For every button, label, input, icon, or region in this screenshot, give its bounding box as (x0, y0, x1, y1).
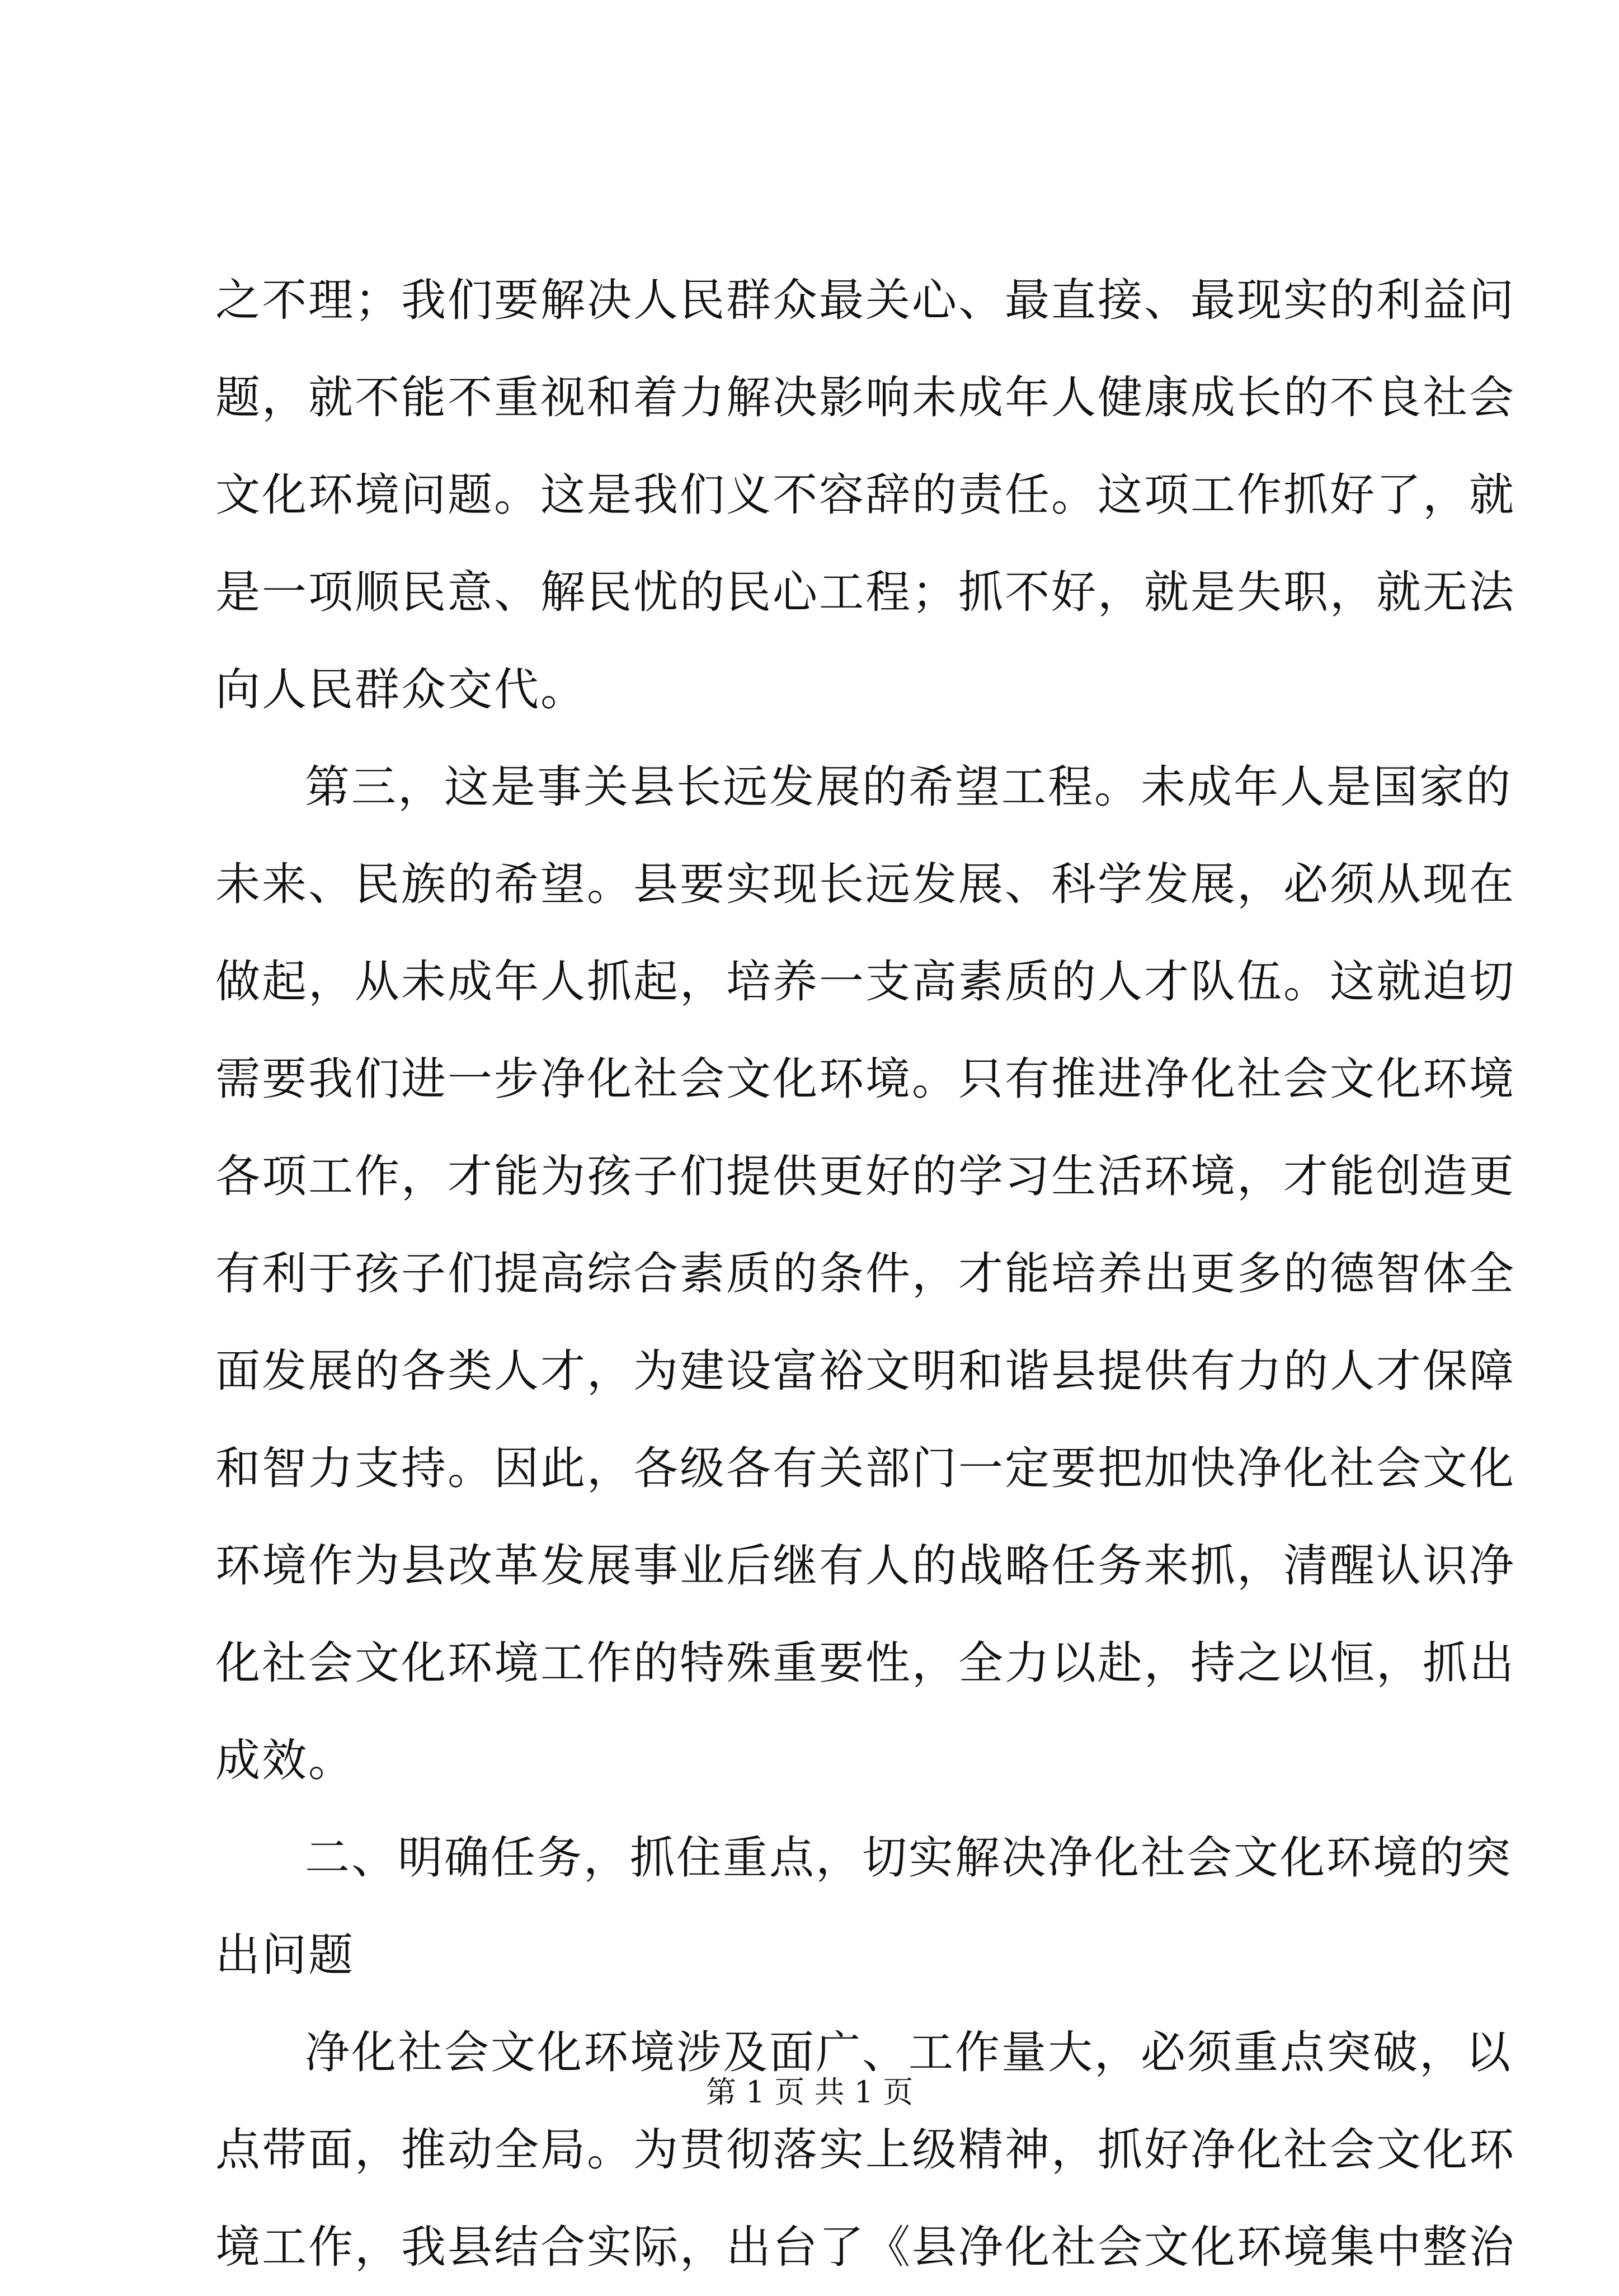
text-line: 有利于孩子们提高综合素质的条件，才能培养出更多的德智体全 (215, 1248, 1516, 1300)
section-heading-line: 出问题 (215, 1929, 355, 1981)
text-line: 需要我们进一步净化社会文化环境。只有推进净化社会文化环境 (215, 1053, 1516, 1105)
text-line: 各项工作，才能为孩子们提供更好的学习生活环境，才能创造更 (215, 1150, 1516, 1202)
text-line: 点带面，推动全局。为贯彻落实上级精神，抓好净化社会文化环 (215, 2124, 1516, 2176)
paragraph-start-line: 净化社会文化环境涉及面广、工作量大，必须重点突破，以 (305, 2026, 1512, 2078)
page-footer: 第 1 页 共 1 页 (705, 2074, 914, 2110)
text-line: 做起，从未成年人抓起，培养一支高素质的人才队伍。这就迫切 (215, 956, 1516, 1008)
section-heading-line: 二、明确任务，抓住重点，切实解决净化社会文化环境的突 (305, 1832, 1512, 1884)
text-line: 境工作，我县结合实际，出台了《县净化社会文化环境集中整治 (215, 2221, 1516, 2273)
text-line: 题，就不能不重视和着力解决影响未成年人健康成长的不良社会 (215, 371, 1516, 424)
text-line: 未来、民族的希望。县要实现长远发展、科学发展，必须从现在 (215, 858, 1516, 910)
text-line: 文化环境问题。这是我们义不容辞的责任。这项工作抓好了，就 (215, 469, 1516, 521)
text-line: 向人民群众交代。 (215, 664, 587, 716)
paragraph-start-line: 第三，这是事关县长远发展的希望工程。未成年人是国家的 (305, 761, 1512, 813)
text-line: 之不理；我们要解决人民群众最关心、最直接、最现实的利益问 (215, 274, 1516, 326)
text-line: 化社会文化环境工作的特殊重要性，全力以赴，持之以恒，抓出 (215, 1637, 1516, 1689)
text-line: 是一项顺民意、解民忧的民心工程；抓不好，就是失职，就无法 (215, 566, 1516, 618)
document-body (215, 252, 1516, 2296)
text-line: 环境作为县改革发展事业后继有人的战略任务来抓，清醒认识净 (215, 1540, 1516, 1592)
text-line: 面发展的各类人才，为建设富裕文明和谐县提供有力的人才保障 (215, 1345, 1516, 1397)
text-line: 成效。 (215, 1734, 355, 1786)
text-line: 和智力支持。因此，各级各有关部门一定要把加快净化社会文化 (215, 1442, 1516, 1494)
